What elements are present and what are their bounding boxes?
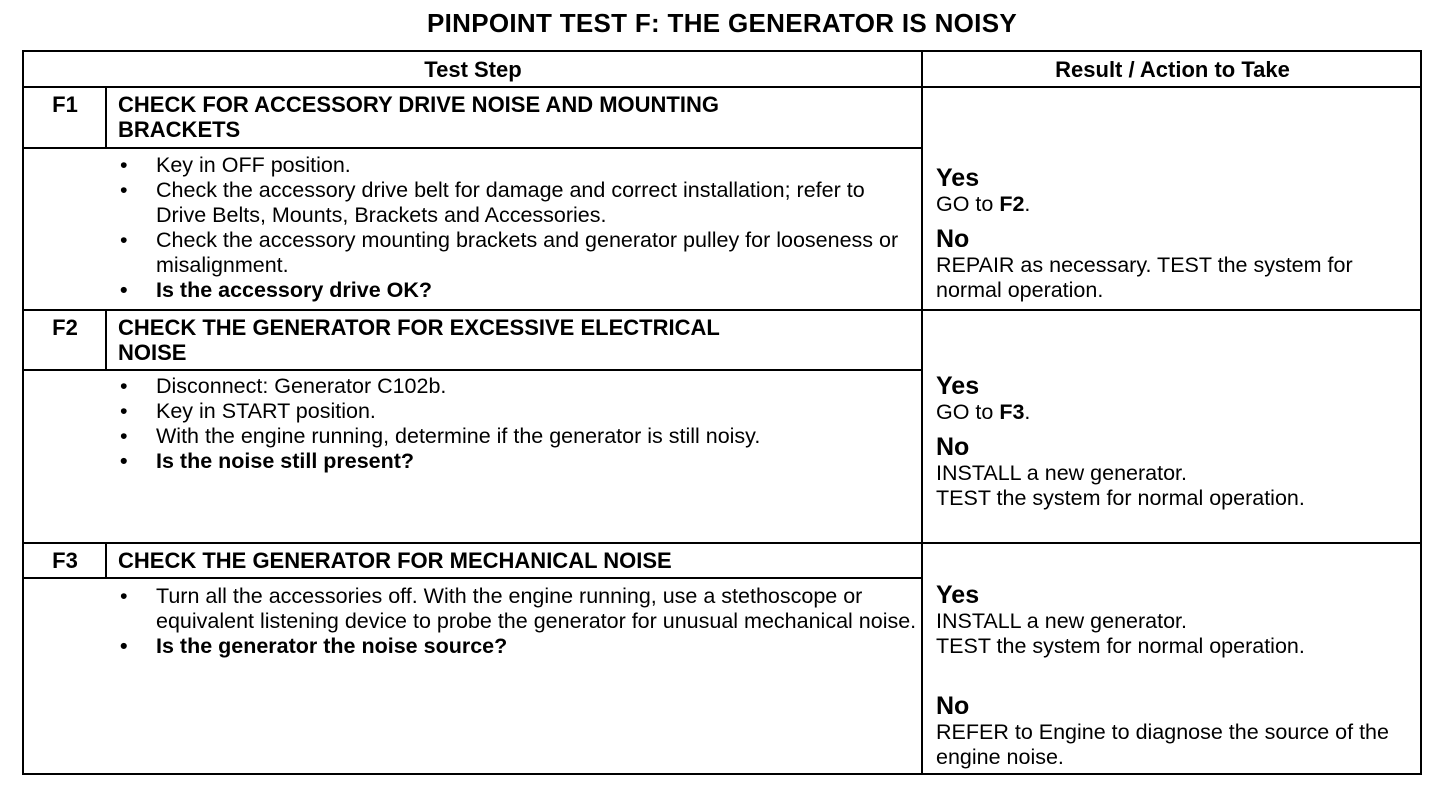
header-rule — [24, 86, 1420, 88]
header-result-action: Result / Action to Take — [1055, 57, 1290, 82]
yes-label: Yes — [936, 581, 980, 609]
list-item-question: • Is the generator the noise source? — [120, 634, 508, 658]
result-f3 — [936, 582, 1416, 770]
list-item: • Key in OFF position. — [120, 153, 351, 177]
pinpoint-test-table — [22, 50, 1422, 775]
step-id-f1: F1 — [52, 92, 78, 117]
no-label: No — [936, 225, 970, 253]
no-action: REPAIR as necessary. TEST the system for normal operation. — [936, 253, 1353, 302]
yes-action: GO to F3. — [936, 400, 1031, 424]
yes-action-line: TEST the system for normal operation. — [936, 634, 1305, 658]
title-rule-f3 — [24, 577, 922, 579]
list-item: • Turn all the accessories off. With the engine running, use a stethoscope or equivalent listening device to probe the generator for unusual mechanical noise. — [120, 584, 917, 633]
no-action-line: INSTALL a new generator. — [936, 461, 1187, 485]
step-items-f3 — [118, 584, 918, 659]
row-rule-f1 — [24, 309, 1420, 311]
list-item: • Check the accessory mounting brackets and generator pulley for looseness or misalignment. — [120, 228, 899, 277]
yes-label: Yes — [936, 164, 980, 192]
list-item-question: • Is the noise still present? — [120, 449, 415, 473]
column-divider — [921, 52, 923, 775]
yes-action: GO to F2. — [936, 192, 1031, 216]
list-item: • With the engine running, determine if the generator is still noisy. — [120, 424, 761, 448]
no-action-line: TEST the system for normal operation. — [936, 486, 1305, 510]
row-rule-f2 — [24, 542, 1420, 544]
step-title-f3: CHECK THE GENERATOR FOR MECHANICAL NOISE — [118, 548, 672, 573]
no-action: REFER to Engine to diagnose the source of the engine noise. — [936, 720, 1389, 769]
step-title-f2: CHECK THE GENERATOR FOR EXCESSIVE ELECTRICAL NOISE — [118, 315, 720, 365]
no-label: No — [936, 692, 970, 720]
page-title: PINPOINT TEST F: THE GENERATOR IS NOISY — [426, 8, 1017, 38]
result-f2 — [936, 373, 1416, 511]
title-rule-f2 — [24, 369, 922, 371]
list-item-question: • Is the accessory drive OK? — [120, 278, 433, 302]
result-f1 — [936, 165, 1416, 303]
step-title-f1: CHECK FOR ACCESSORY DRIVE NOISE AND MOUNTING BRACKETS — [118, 92, 719, 142]
yes-action-line: INSTALL a new generator. — [936, 609, 1187, 633]
list-item: • Check the accessory drive belt for damage and correct installation; refer to Drive Belts, Mounts, Brackets and Accessories. — [120, 178, 865, 227]
step-id-f2: F2 — [52, 315, 78, 340]
header-test-step: Test Step — [424, 57, 522, 82]
no-label: No — [936, 433, 970, 461]
yes-label: Yes — [936, 372, 980, 400]
step-id-f3: F3 — [52, 548, 78, 573]
list-item: • Disconnect: Generator C102b. — [120, 374, 447, 398]
list-item: • Key in START position. — [120, 399, 376, 423]
step-items-f2 — [118, 374, 918, 474]
title-rule-f1 — [24, 147, 922, 149]
step-items-f1 — [118, 153, 918, 303]
